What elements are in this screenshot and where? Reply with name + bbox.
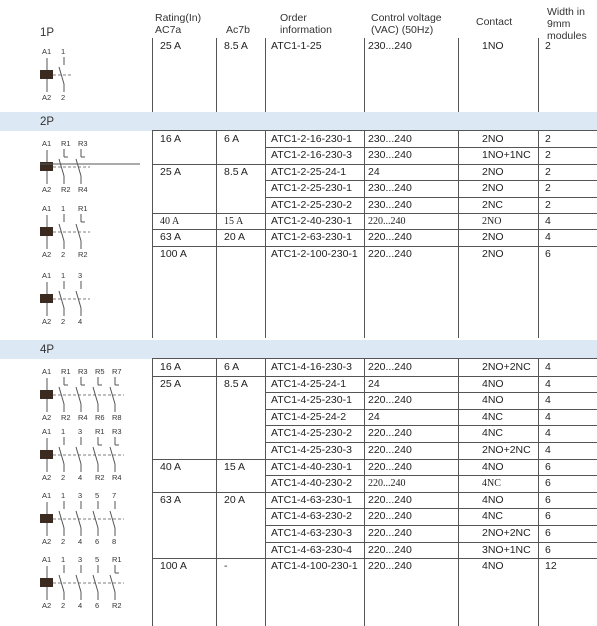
p2-width-cell: 2: [545, 198, 551, 211]
header-1p-label: 1P: [40, 27, 55, 39]
terminal-bottom-label: 6: [95, 537, 100, 546]
terminal-top-label: 5: [95, 555, 100, 564]
contact-blade: [59, 575, 64, 592]
p4-width-cell: 4: [545, 444, 551, 456]
coil-symbol: [40, 390, 53, 399]
row-divider: [152, 130, 597, 131]
p2-width-cell: 4: [545, 231, 551, 244]
p4-contact-cell: 4NO: [482, 394, 504, 407]
contact-blade: [76, 575, 81, 592]
column-divider: [364, 38, 365, 112]
p2-voltage-cell: 24: [368, 165, 380, 178]
row-divider: [265, 180, 597, 181]
row-divider: [152, 376, 597, 377]
coil-a2-label: A2: [42, 93, 52, 102]
p4-order-cell: ATC1-4-63-230-1: [271, 493, 352, 506]
p1-ac7b-cell: 8.5 A: [224, 40, 248, 52]
contact-blade: [59, 159, 64, 176]
contact-blade: [76, 224, 81, 241]
p4-voltage-cell: 220...240: [368, 510, 412, 523]
p4-width-cell: 6: [545, 510, 551, 523]
p4-order-cell: ATC1-4-63-230-2: [271, 510, 352, 523]
p2-rating-cell: 25 A: [160, 165, 182, 178]
p4-voltage-cell: 220...240: [368, 460, 412, 473]
terminal-bottom-label: R2: [61, 413, 71, 422]
terminal-bottom-label: R2: [78, 250, 88, 259]
terminal-top-label: 1: [61, 491, 66, 500]
column-divider: [458, 131, 459, 338]
terminal-bottom-label: 6: [95, 601, 100, 610]
row-divider: [265, 409, 597, 410]
terminal-bottom-label: 4: [78, 317, 83, 326]
coil-a1-label: A1: [42, 204, 52, 213]
contact-blade: [110, 511, 115, 528]
p2-width-cell: 6: [545, 247, 551, 260]
p4-width-cell: 12: [545, 560, 557, 573]
contact-blade: [93, 575, 98, 592]
p1-contact-cell: 1NO: [482, 40, 504, 52]
terminal-top-label: 1: [61, 271, 66, 280]
contact-blade: [93, 511, 98, 528]
p2-order-cell: ATC1-2-25-230-2: [271, 198, 352, 211]
p4-ac7b-cell: -: [224, 560, 228, 573]
p4-voltage-cell: 220...240: [368, 361, 412, 373]
terminal-bottom-label: R6: [95, 413, 105, 422]
p2-voltage-cell: 230...240: [368, 182, 412, 195]
p4-order-cell: ATC1-4-25-230-2: [271, 427, 352, 440]
p2-contact-cell: 2NO: [482, 247, 504, 260]
p2-order-cell: ATC1-2-16-230-3: [271, 149, 352, 162]
coil-a2-label: A2: [42, 537, 52, 546]
column-divider: [265, 38, 266, 112]
p2-ac7b-cell: 15 A: [224, 216, 244, 227]
p4-rating-cell: 63 A: [160, 493, 182, 506]
terminal-top-label: 1: [61, 47, 66, 56]
p2-ac7b-cell: 8.5 A: [224, 165, 248, 178]
coil-a1-label: A1: [42, 47, 52, 56]
p4-ac7b-cell: 8.5 A: [224, 377, 248, 390]
p4-rating-cell: 40 A: [160, 460, 182, 473]
p4-contact-cell: 2NO+2NC: [482, 361, 531, 373]
p2-voltage-cell: 230...240: [368, 198, 412, 211]
coil-symbol: [40, 450, 53, 459]
p4-rating-cell: 16 A: [160, 361, 182, 373]
coil-a1-label: A1: [42, 271, 52, 280]
p4-voltage-cell: 220...240: [368, 493, 412, 506]
p4-ac7b-cell: 6 A: [224, 361, 240, 373]
column-divider: [216, 38, 217, 112]
p1-voltage-cell: 230...240: [368, 40, 412, 52]
coil-a1-label: A1: [42, 139, 52, 148]
terminal-bottom-label: 4: [78, 537, 83, 546]
p2-voltage-cell: 220...240: [368, 231, 412, 244]
terminal-top-label: R3: [78, 139, 88, 148]
p2-contact-cell: 2NO: [482, 231, 504, 244]
terminal-top-label: 1: [61, 427, 66, 436]
column-divider: [538, 38, 539, 112]
p2-width-cell: 2: [545, 165, 551, 178]
p2-voltage-cell: 230...240: [368, 149, 412, 162]
p4-order-cell: ATC1-4-16-230-3: [271, 361, 352, 373]
p1-width-cell: 2: [545, 40, 551, 52]
p4-order-cell: ATC1-4-100-230-1: [271, 560, 358, 573]
row-divider: [265, 525, 597, 526]
p4-width-cell: 6: [545, 493, 551, 506]
terminal-top-label: R1: [61, 139, 71, 148]
coil-symbol: [40, 294, 53, 303]
p2-width-cell: 2: [545, 182, 551, 195]
column-divider: [152, 131, 153, 338]
terminal-bottom-label: 2: [61, 250, 66, 259]
p4-order-cell: ATC1-4-25-230-1: [271, 394, 352, 407]
p2-ac7b-cell: 20 A: [224, 231, 246, 244]
contact-blade: [76, 511, 81, 528]
coil-symbol: [40, 70, 53, 79]
row-divider: [152, 246, 597, 247]
terminal-bottom-label: R4: [78, 413, 88, 422]
row-divider: [265, 147, 597, 148]
p2-rating-cell: 16 A: [160, 133, 182, 145]
p4-contact-cell: 4NO: [482, 460, 504, 473]
terminal-bottom-label: R4: [78, 185, 88, 194]
header-contact: Contact: [476, 16, 513, 28]
p4-contact-cell: 4NC: [482, 510, 504, 523]
p2-contact-cell: 2NO: [482, 182, 504, 195]
coil-a2-label: A2: [42, 601, 52, 610]
contact-blade: [93, 447, 98, 464]
terminal-top-label: 7: [112, 491, 117, 500]
p2-width-cell: 2: [545, 133, 551, 145]
contact-blade: [93, 387, 98, 404]
p4-width-cell: 4: [545, 361, 551, 373]
p2-contact-cell: 2NO: [482, 216, 502, 227]
row-divider: [152, 229, 597, 230]
terminal-top-label: 3: [78, 491, 83, 500]
terminal-top-label: R3: [78, 367, 88, 376]
p4-width-cell: 6: [545, 477, 551, 490]
terminal-bottom-label: 4: [78, 473, 83, 482]
contact-blade: [59, 224, 64, 241]
coil-a2-label: A2: [42, 473, 52, 482]
p4-order-cell: ATC1-4-40-230-1: [271, 460, 352, 473]
p4-order-cell: ATC1-4-25-24-1: [271, 377, 347, 390]
terminal-bottom-label: 2: [61, 473, 66, 482]
terminal-bottom-label: R4: [112, 473, 122, 482]
header-voltage: Control voltage (VAC) (50Hz): [371, 12, 442, 36]
p2-contact-cell: 2NC: [482, 198, 504, 211]
p4-contact-cell: 4NO: [482, 377, 504, 390]
column-divider: [538, 131, 539, 338]
p4-voltage-cell: 220...240: [368, 478, 406, 490]
column-divider: [216, 131, 217, 338]
coil-a2-label: A2: [42, 185, 52, 194]
coil-a2-label: A2: [42, 413, 52, 422]
p4-order-cell: ATC1-4-63-230-3: [271, 527, 352, 539]
row-divider: [265, 392, 597, 393]
p2-contact-cell: 2NO: [482, 133, 504, 145]
p2-order-cell: ATC1-2-63-230-1: [271, 231, 352, 244]
p4-contact-cell: 4NC: [482, 478, 501, 490]
p2-order-cell: ATC1-2-25-230-1: [271, 182, 352, 195]
coil-symbol: [40, 227, 53, 236]
row-divider: [265, 508, 597, 509]
header-order: Order information: [280, 12, 332, 36]
contact-blade: [110, 387, 115, 404]
column-divider: [152, 38, 153, 112]
column-divider: [458, 38, 459, 112]
row-divider: [265, 542, 597, 543]
p4-contact-cell: 4NC: [482, 427, 504, 440]
row-divider: [265, 197, 597, 198]
p4-width-cell: 4: [545, 377, 551, 390]
terminal-top-label: 1: [61, 204, 66, 213]
terminal-top-label: R1: [112, 555, 122, 564]
terminal-top-label: R5: [95, 367, 105, 376]
coil-a1-label: A1: [42, 555, 52, 564]
p4-order-cell: ATC1-4-40-230-2: [271, 477, 352, 490]
p4-voltage-cell: 220...240: [368, 560, 412, 573]
terminal-top-label: 5: [95, 491, 100, 500]
p4-contact-cell: 2NO+2NC: [482, 444, 531, 456]
p4-width-cell: 6: [545, 460, 551, 473]
p2-width-cell: 4: [545, 215, 551, 227]
coil-symbol: [40, 578, 53, 587]
terminal-bottom-label: R2: [112, 601, 122, 610]
terminal-top-label: 1: [61, 555, 66, 564]
row-divider: [265, 442, 597, 443]
p4-order-cell: ATC1-4-25-230-3: [271, 444, 352, 456]
p2-rating-cell: 100 A: [160, 247, 187, 260]
terminal-bottom-label: R2: [61, 185, 71, 194]
terminal-bottom-label: R8: [112, 413, 122, 422]
p4-voltage-cell: 24: [368, 377, 380, 390]
section-2p-label: 2P: [40, 116, 55, 128]
terminal-bottom-label: R2: [95, 473, 105, 482]
p4-voltage-cell: 220...240: [368, 394, 412, 407]
terminal-top-label: R1: [95, 427, 105, 436]
row-divider: [152, 213, 597, 214]
terminal-top-label: R3: [112, 427, 122, 436]
p2-voltage-cell: 230...240: [368, 133, 412, 145]
p2-order-cell: ATC1-2-25-24-1: [271, 165, 347, 178]
terminal-top-label: 3: [78, 555, 83, 564]
p4-voltage-cell: 220...240: [368, 444, 412, 456]
coil-a1-label: A1: [42, 427, 52, 436]
p4-voltage-cell: 220...240: [368, 527, 412, 539]
terminal-bottom-label: 2: [61, 601, 66, 610]
p1-rating-cell: 25 A: [160, 40, 182, 52]
p4-contact-cell: 4NO: [482, 560, 504, 573]
p4-contact-cell: 2NO+2NC: [482, 527, 531, 539]
p2-contact-cell: 1NO+1NC: [482, 149, 531, 162]
row-divider: [265, 425, 597, 426]
coil-a2-label: A2: [42, 317, 52, 326]
row-divider: [265, 475, 597, 476]
p2-order-cell: ATC1-2-16-230-1: [271, 133, 352, 145]
row-divider: [152, 558, 597, 559]
terminal-top-label: R1: [61, 367, 71, 376]
coil-symbol: [40, 514, 53, 523]
p4-voltage-cell: 24: [368, 410, 380, 423]
p4-width-cell: 4: [545, 410, 551, 423]
contact-blade: [110, 447, 115, 464]
terminal-bottom-label: 4: [78, 601, 83, 610]
terminal-bottom-label: 8: [112, 537, 117, 546]
p4-ac7b-cell: 20 A: [224, 493, 246, 506]
row-divider: [152, 459, 597, 460]
coil-a1-label: A1: [42, 491, 52, 500]
terminal-bottom-label: 2: [61, 537, 66, 546]
section-4p-label: 4P: [40, 344, 55, 356]
contact-blade: [110, 575, 115, 592]
p4-order-cell: ATC1-4-63-230-4: [271, 543, 352, 556]
row-divider: [152, 164, 597, 165]
terminal-top-label: R7: [112, 367, 122, 376]
header-width: Width in 9mm modules: [547, 6, 587, 42]
header-rating: Rating(In) AC7a: [155, 12, 202, 36]
p2-voltage-cell: 220...240: [368, 247, 412, 260]
terminal-top-label: 3: [78, 427, 83, 436]
contact-blade: [76, 291, 81, 308]
p2-rating-cell: 63 A: [160, 231, 182, 244]
terminal-bottom-label: 2: [61, 93, 66, 102]
p4-width-cell: 4: [545, 394, 551, 407]
contact-blade: [76, 447, 81, 464]
p2-voltage-cell: 220...240: [368, 216, 406, 227]
p4-rating-cell: 25 A: [160, 377, 182, 390]
p4-voltage-cell: 220...240: [368, 543, 412, 556]
p4-contact-cell: 3NO+1NC: [482, 543, 531, 556]
contact-blade: [59, 67, 64, 84]
p2-contact-cell: 2NO: [482, 165, 504, 178]
contact-blade: [59, 447, 64, 464]
contact-blade: [59, 511, 64, 528]
p4-rating-cell: 100 A: [160, 560, 187, 573]
p1-order-cell: ATC1-1-25: [271, 40, 322, 52]
contact-blade: [76, 387, 81, 404]
p2-order-cell: ATC1-2-100-230-1: [271, 247, 358, 260]
terminal-bottom-label: 2: [61, 317, 66, 326]
coil-a1-label: A1: [42, 367, 52, 376]
p4-ac7b-cell: 15 A: [224, 460, 246, 473]
p2-width-cell: 2: [545, 149, 551, 162]
column-divider: [364, 131, 365, 338]
p2-rating-cell: 40 A: [160, 216, 180, 227]
p4-contact-cell: 4NC: [482, 410, 504, 423]
contact-blade: [59, 291, 64, 308]
contact-blade: [59, 387, 64, 404]
coil-symbol: [40, 162, 53, 171]
p4-width-cell: 6: [545, 543, 551, 556]
p4-voltage-cell: 220...240: [368, 427, 412, 440]
p4-width-cell: 4: [545, 427, 551, 440]
p2-ac7b-cell: 6 A: [224, 133, 240, 145]
terminal-top-label: R1: [78, 204, 88, 213]
coil-a2-label: A2: [42, 250, 52, 259]
p4-order-cell: ATC1-4-25-24-2: [271, 410, 347, 423]
contact-blade: [76, 159, 81, 176]
p4-contact-cell: 4NO: [482, 493, 504, 506]
p2-order-cell: ATC1-2-40-230-1: [271, 215, 352, 227]
row-divider: [152, 358, 597, 359]
terminal-top-label: 3: [78, 271, 83, 280]
row-divider: [152, 492, 597, 493]
column-divider: [265, 131, 266, 338]
p4-width-cell: 6: [545, 527, 551, 539]
header-ac7b: Ac7b: [226, 24, 250, 36]
wiring-diagrams: [0, 0, 140, 626]
